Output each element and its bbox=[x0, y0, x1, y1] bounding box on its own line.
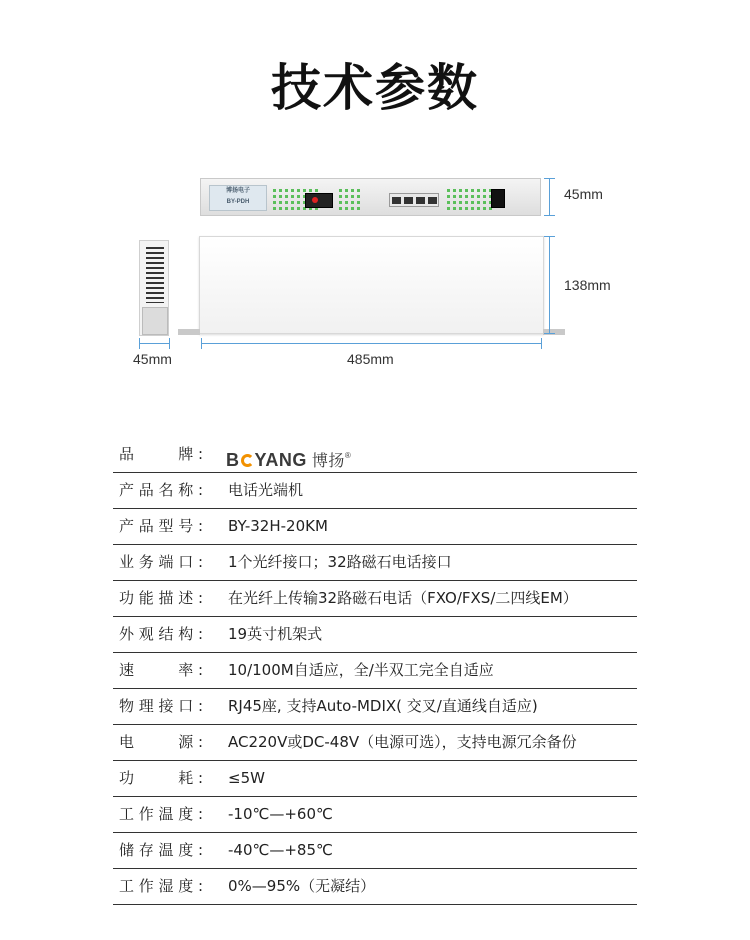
spec-row bbox=[113, 869, 637, 905]
led-icon bbox=[357, 195, 360, 198]
led-icon bbox=[465, 207, 468, 210]
led-icon bbox=[345, 189, 348, 192]
dim-side-width: 45mm bbox=[133, 351, 172, 367]
led-icon bbox=[477, 195, 480, 198]
led-icon bbox=[345, 207, 348, 210]
spec-value: ≤5W bbox=[228, 769, 265, 787]
led-icon bbox=[285, 195, 288, 198]
led-icon bbox=[345, 201, 348, 204]
spec-row bbox=[113, 833, 637, 869]
brand-logo bbox=[226, 445, 352, 470]
led-icon bbox=[459, 207, 462, 210]
spec-label: 外观结构: bbox=[119, 625, 203, 643]
led-icon bbox=[483, 195, 486, 198]
led-icon bbox=[447, 189, 450, 192]
led-icon bbox=[285, 189, 288, 192]
led-icon bbox=[351, 207, 354, 210]
side-vents bbox=[146, 247, 164, 303]
led-icon bbox=[477, 189, 480, 192]
spec-value: -10℃—+60℃ bbox=[228, 805, 333, 823]
led-icon bbox=[351, 201, 354, 204]
led-icon bbox=[471, 207, 474, 210]
led-icon bbox=[285, 201, 288, 204]
spec-value: 电话光端机 bbox=[228, 481, 304, 499]
led-icon bbox=[483, 189, 486, 192]
front-plate-line-2: BY-PDH bbox=[226, 199, 250, 205]
spec-label: 品 牌: bbox=[119, 445, 203, 463]
dim-line-side-width bbox=[139, 343, 170, 344]
spec-label: 电 源: bbox=[119, 733, 203, 751]
led-icon bbox=[465, 201, 468, 204]
spec-value: 0%—95%（无凝结） bbox=[228, 877, 376, 895]
spec-row bbox=[113, 581, 637, 617]
side-view bbox=[139, 240, 169, 336]
led-icon bbox=[345, 195, 348, 198]
brand-logo-b: B bbox=[226, 450, 240, 470]
led-icon bbox=[453, 207, 456, 210]
rj45-ports bbox=[389, 193, 439, 207]
led-icon bbox=[357, 207, 360, 210]
spec-value: RJ45座, 支持Auto-MDIX( 交叉/直通线自适应) bbox=[228, 697, 538, 715]
page-title: 技术参数 bbox=[271, 59, 479, 117]
led-icon bbox=[339, 207, 342, 210]
spec-label: 储存温度: bbox=[119, 841, 203, 859]
led-icon bbox=[453, 201, 456, 204]
spec-label: 物理接口: bbox=[119, 697, 203, 715]
led-icon bbox=[297, 189, 300, 192]
led-icon bbox=[309, 189, 312, 192]
led-icon bbox=[297, 195, 300, 198]
spec-label: 工作湿度: bbox=[119, 877, 203, 895]
spec-value: -40℃—+85℃ bbox=[228, 841, 333, 859]
led-icon bbox=[477, 207, 480, 210]
led-indicators-middle bbox=[339, 189, 360, 210]
led-icon bbox=[465, 195, 468, 198]
brand-logo-cn: 博扬 bbox=[311, 451, 345, 470]
side-mount-plate bbox=[142, 307, 168, 335]
dim-line-width bbox=[201, 343, 542, 344]
led-icon bbox=[447, 201, 450, 204]
led-icon bbox=[483, 207, 486, 210]
spec-value: BY-32H-20KM bbox=[228, 517, 328, 535]
spec-row bbox=[113, 689, 637, 725]
led-icon bbox=[279, 201, 282, 204]
spec-label: 工作温度: bbox=[119, 805, 203, 823]
led-icon bbox=[453, 189, 456, 192]
brand-logo-yang: YANG bbox=[254, 450, 307, 470]
led-icon bbox=[315, 189, 318, 192]
brand-o-icon bbox=[241, 454, 254, 467]
led-icon bbox=[459, 201, 462, 204]
front-plate-line-1: 博扬电子 bbox=[225, 188, 250, 194]
spec-row bbox=[113, 473, 637, 509]
led-icon bbox=[291, 201, 294, 204]
led-icon bbox=[339, 201, 342, 204]
led-icon bbox=[273, 195, 276, 198]
led-icon bbox=[279, 195, 282, 198]
led-icon bbox=[351, 189, 354, 192]
led-icon bbox=[447, 207, 450, 210]
dim-front-height: 45mm bbox=[564, 186, 603, 202]
optical-port bbox=[305, 193, 333, 208]
spec-row bbox=[113, 545, 637, 581]
spec-value: 在光纤上传输32路磁石电话（FXO/FXS/二四线EM） bbox=[228, 589, 578, 607]
led-icon bbox=[351, 195, 354, 198]
spec-row bbox=[113, 509, 637, 545]
dim-line-front-height bbox=[549, 178, 550, 216]
led-icon bbox=[303, 189, 306, 192]
led-icon bbox=[297, 201, 300, 204]
spec-row bbox=[113, 725, 637, 761]
top-view bbox=[199, 236, 544, 334]
spec-value: AC220V或DC-48V（电源可选），支持电源冗余备份 bbox=[228, 733, 577, 751]
spec-row bbox=[113, 653, 637, 689]
spec-row bbox=[113, 761, 637, 797]
spec-label: 功能描述: bbox=[119, 589, 203, 607]
spec-label: 业务端口: bbox=[119, 553, 203, 571]
led-icon bbox=[471, 195, 474, 198]
spec-value: 10/100M自适应，全/半双工完全自适应 bbox=[228, 661, 494, 679]
dim-width: 485mm bbox=[347, 351, 394, 367]
led-icon bbox=[273, 189, 276, 192]
led-icon bbox=[279, 189, 282, 192]
led-icon bbox=[471, 189, 474, 192]
led-icon bbox=[465, 189, 468, 192]
spec-row bbox=[113, 797, 637, 833]
led-icon bbox=[357, 189, 360, 192]
spec-table bbox=[113, 437, 637, 905]
spec-value: 1个光纤接口；32路磁石电话接口 bbox=[228, 553, 452, 571]
spec-row bbox=[113, 437, 637, 473]
led-icon bbox=[291, 207, 294, 210]
led-icon bbox=[453, 195, 456, 198]
led-icon bbox=[459, 195, 462, 198]
spec-value: 19英寸机架式 bbox=[228, 625, 323, 643]
power-switch bbox=[491, 189, 505, 208]
led-icon bbox=[471, 201, 474, 204]
led-icon bbox=[459, 189, 462, 192]
led-icon bbox=[273, 201, 276, 204]
led-icon bbox=[273, 207, 276, 210]
dim-top-depth: 138mm bbox=[564, 277, 611, 293]
spec-label: 产品型号: bbox=[119, 517, 203, 535]
spec-row bbox=[113, 617, 637, 653]
registered-mark: ® bbox=[344, 451, 352, 460]
led-icon bbox=[483, 201, 486, 204]
dim-line-top-depth bbox=[549, 236, 550, 334]
led-icon bbox=[339, 189, 342, 192]
spec-label: 速 率: bbox=[119, 661, 203, 679]
led-icon bbox=[279, 207, 282, 210]
led-icon bbox=[447, 195, 450, 198]
led-icon bbox=[357, 201, 360, 204]
led-indicators-right bbox=[447, 189, 492, 210]
front-logo-plate bbox=[209, 185, 267, 211]
led-icon bbox=[291, 189, 294, 192]
led-icon bbox=[477, 201, 480, 204]
spec-label: 功 耗: bbox=[119, 769, 203, 787]
led-icon bbox=[291, 195, 294, 198]
led-icon bbox=[285, 207, 288, 210]
led-icon bbox=[297, 207, 300, 210]
spec-label: 产品名称: bbox=[119, 481, 203, 499]
led-icon bbox=[339, 195, 342, 198]
front-panel-view bbox=[200, 178, 541, 216]
